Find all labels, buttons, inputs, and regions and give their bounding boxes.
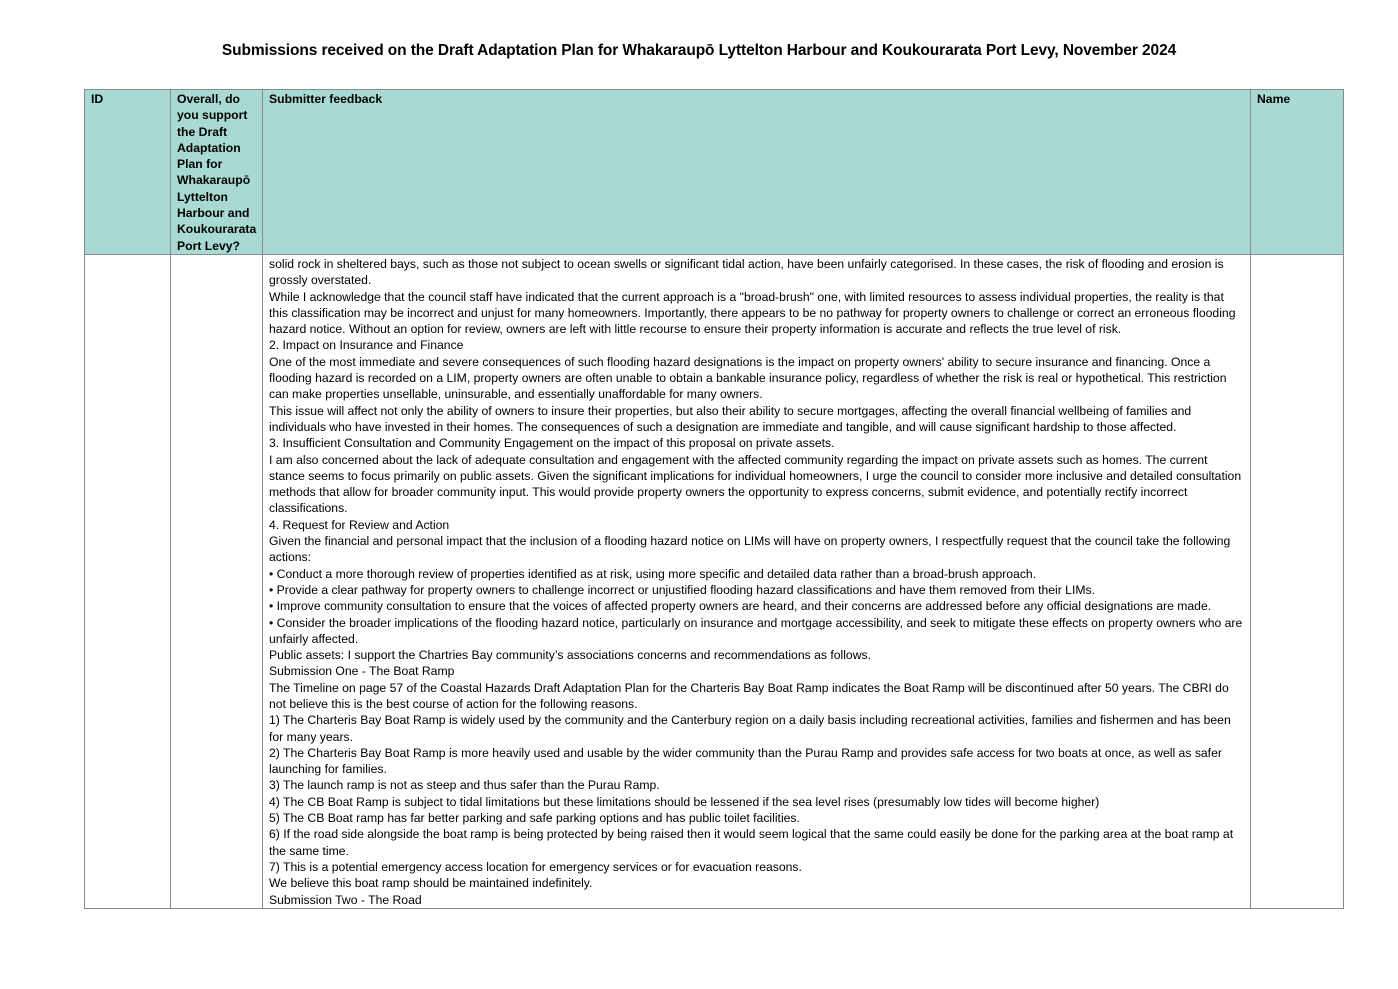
feedback-paragraph: We believe this boat ramp should be maintained indefinitely. — [269, 876, 593, 891]
feedback-heading: 4. Request for Review and Action — [269, 517, 450, 532]
header-id: ID — [85, 90, 171, 255]
cell-name — [1251, 254, 1344, 908]
feedback-list-item: 1) The Charteris Bay Boat Ramp is widely used by the community and the Canterbury region on a daily basis including recreational activities, families and fishermen and has been for many years. — [269, 713, 1231, 744]
header-name: Name — [1251, 90, 1344, 255]
feedback-heading: Submission One - The Boat Ramp — [269, 664, 455, 679]
table-header-row — [85, 90, 1344, 255]
feedback-paragraph: This issue will affect not only the ability of owners to insure their properties, but also their ability to secure mortgages, affecting the overall financial wellbeing of families and individuals who have invested in their homes. The consequences of such a designation are immediate and tangible, and will cause significant hardship to those affected. — [269, 403, 1192, 434]
feedback-paragraph: Public assets: I support the Chartries Bay community’s associations concerns and recommendations as follows. — [269, 648, 871, 663]
feedback-heading: Submission Two - The Road — [269, 892, 422, 907]
feedback-list-item: 6) If the road side alongside the boat ramp is being protected by being raised then it would seem logical that the same could easily be done for the parking area at the boat ramp at the same time. — [269, 827, 1234, 858]
feedback-paragraph: The Timeline on page 57 of the Coastal Hazards Draft Adaptation Plan for the Charteris Bay Boat Ramp indicates the Boat Ramp will be discontinued after 50 years. The CBRI do not believe this is the best course of action for the following reasons. — [269, 680, 1229, 711]
feedback-bullet: • Provide a clear pathway for property owners to challenge incorrect or unjustified flooding hazard classifications and have them removed from their LIMs. — [269, 582, 1095, 597]
feedback-heading: 2. Impact on Insurance and Finance — [269, 338, 464, 353]
header-feedback: Submitter feedback — [263, 90, 1251, 255]
feedback-list-item: 4) The CB Boat Ramp is subject to tidal limitations but these limitations should be lessened if the sea level rises (presumably low tides will become higher) — [269, 794, 1100, 809]
document-title: Submissions received on the Draft Adaptation Plan for Whakaraupō Lyttelton Harbour and Koukourarata Port Levy, November 2024 — [221, 42, 1177, 59]
feedback-bullet: • Conduct a more thorough review of properties identified as at risk, using more specific and detailed data rather than a broad-brush approach. — [269, 566, 1037, 581]
cell-support — [171, 254, 263, 908]
feedback-paragraph: Given the financial and personal impact that the inclusion of a flooding hazard notice on LIMs will have on property owners, I respectfully request that the council take the following actions: — [269, 534, 1231, 565]
feedback-list-item: 7) This is a potential emergency access location for emergency services or for evacuation reasons. — [269, 859, 802, 874]
feedback-list-item: 3) The launch ramp is not as steep and thus safer than the Purau Ramp. — [269, 778, 660, 793]
feedback-bullet: • Consider the broader implications of the flooding hazard notice, particularly on insurance and mortgage accessibility, and seek to mitigate these effects on property owners who are unfairly affected. — [269, 615, 1243, 646]
submissions-table — [84, 89, 1344, 909]
feedback-paragraph: I am also concerned about the lack of adequate consultation and engagement with the affected community regarding the impact on private assets such as homes. The current stance seems to focus primarily on public assets. Given the significant implications for individual homeowners, I urge the council to consider more inclusive and detailed consultation methods that allow for broader community input. This would provide property owners the opportunity to express concerns, submit evidence, and potentially rectify incorrect classifications. — [269, 452, 1242, 516]
table-row — [85, 254, 1344, 908]
feedback-list-item: 2) The Charteris Bay Boat Ramp is more heavily used and usable by the wider community than the Purau Ramp and provides safe access for two boats at once, as well as safer launching for families. — [269, 745, 1222, 777]
feedback-paragraph: solid rock in sheltered bays, such as those not subject to ocean swells or significant tidal action, have been unfairly categorised. In these cases, the risk of flooding and erosion is grossly overstated. — [269, 256, 1224, 288]
feedback-bullet: • Improve community consultation to ensure that the voices of affected property owners are heard, and their concerns are addressed before any official designations are made. — [269, 599, 1212, 614]
feedback-list-item: 5) The CB Boat ramp has far better parking and safe parking options and has public toilet facilities. — [269, 811, 800, 826]
feedback-paragraph: While I acknowledge that the council staff have indicated that the current approach is a "broad-brush" one, with limited resources to assess individual properties, the reality is that this classification may be incorrect and unjust for many homeowners. Importantly, there appears to be no pathway for property owners to challenge or correct an erroneous flooding hazard notice. Without an option for review, owners are left with little recourse to ensure their property information is accurate and reflects the true level of risk. — [269, 289, 1236, 337]
cell-id — [85, 254, 171, 908]
feedback-heading: 3. Insufficient Consultation and Community Engagement on the impact of this proposal on private assets. — [269, 436, 835, 451]
feedback-paragraph: One of the most immediate and severe consequences of such flooding hazard designations is the impact on property owners' ability to secure insurance and financing. Once a flooding hazard is recorded on a LIM, property owners are often unable to obtain a bankable insurance policy, regardless of whether the risk is real or hypothetical. This restriction can make properties unsellable, uninsurable, and essentially unaffordable for many owners. — [269, 354, 1227, 402]
cell-feedback — [263, 254, 1251, 908]
header-support: Overall, do you support the Draft Adaptation Plan for Whakaraupō Lyttelton Harbour and Koukourarata Port Levy? — [171, 90, 263, 255]
